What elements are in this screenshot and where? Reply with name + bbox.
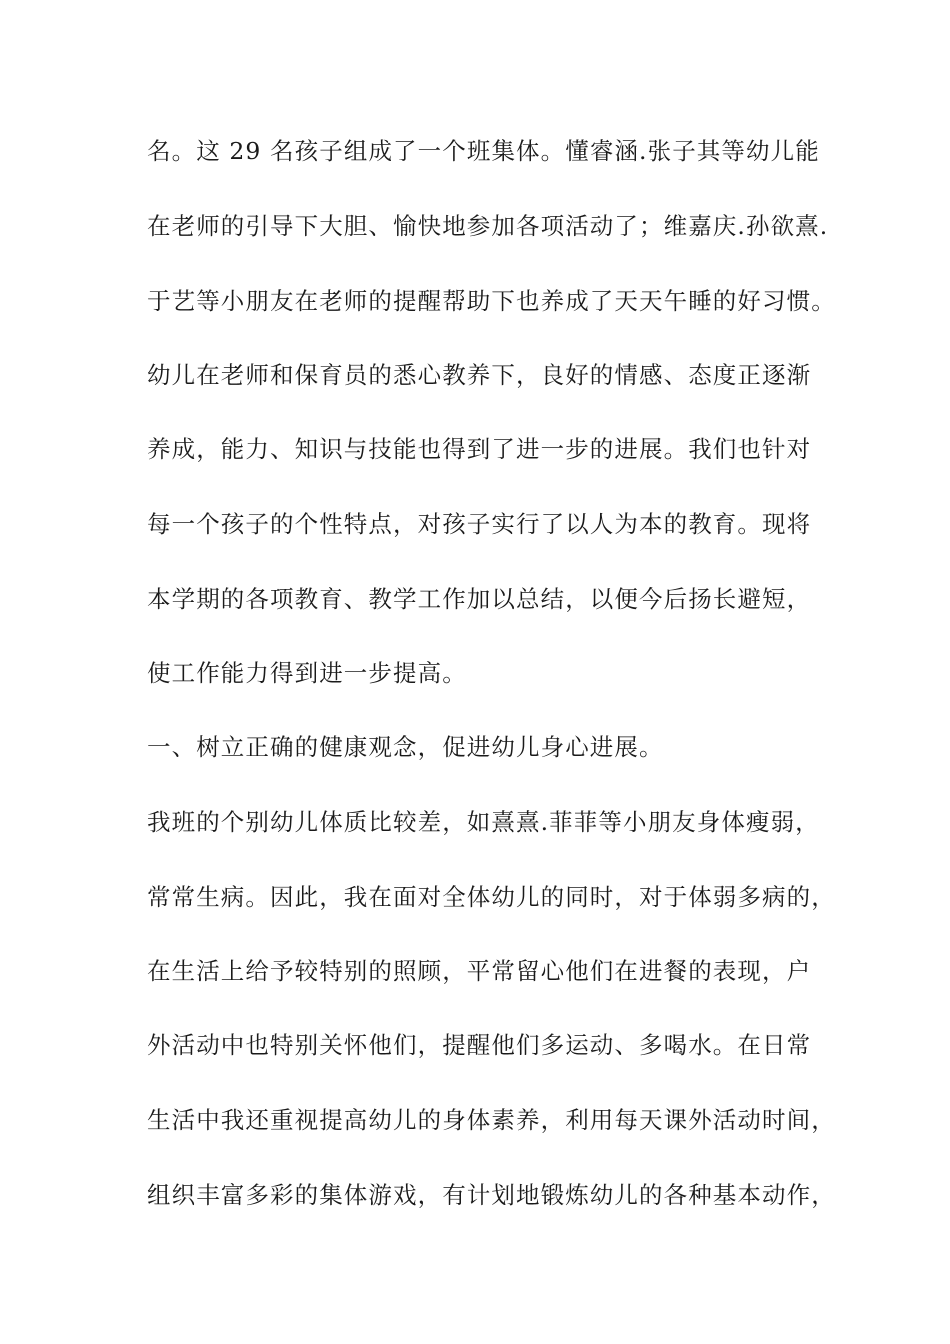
text-line: 组织丰富多彩的集体游戏，有计划地锻炼幼儿的各种基本动作， xyxy=(147,1181,836,1209)
section-heading: 一、树立正确的健康观念，促进幼儿身心进展。 xyxy=(147,733,664,761)
text-line: 我班的个别幼儿体质比较差，如熹熹.菲菲等小朋友身体瘦弱， xyxy=(147,808,820,836)
text-line: 使工作能力得到进一步提高。 xyxy=(147,659,467,687)
text-line: 本学期的各项教育、教学工作加以总结，以便今后扬长避短， xyxy=(147,585,812,613)
text-line: 外活动中也特别关怀他们，提醒他们多运动、多喝水。在日常 xyxy=(147,1031,812,1059)
text-line: 养成，能力、知识与技能也得到了进一步的进展。我们也针对 xyxy=(147,435,812,463)
text-line: 常常生病。因此，我在面对全体幼儿的同时，对于体弱多病的， xyxy=(147,883,836,911)
text-line: 于艺等小朋友在老师的提醒帮助下也养成了天天午睡的好习惯。 xyxy=(147,287,836,315)
text-line: 生活中我还重视提高幼儿的身体素养，利用每天课外活动时间， xyxy=(147,1106,836,1134)
text-line: 每一个孩子的个性特点，对孩子实行了以人为本的教育。现将 xyxy=(147,510,812,538)
text-line: 在老师的引导下大胆、愉快地参加各项活动了；维嘉庆.孙欲熹. xyxy=(147,212,829,240)
text-line: 幼儿在老师和保育员的悉心教养下，良好的情感、态度正逐渐 xyxy=(147,361,812,389)
text-line: 在生活上给予较特别的照顾，平常留心他们在进餐的表现，户 xyxy=(147,957,812,985)
text-line: 名。这 29 名孩子组成了一个班集体。懂睿涵.张子其等幼儿能 xyxy=(147,137,820,165)
